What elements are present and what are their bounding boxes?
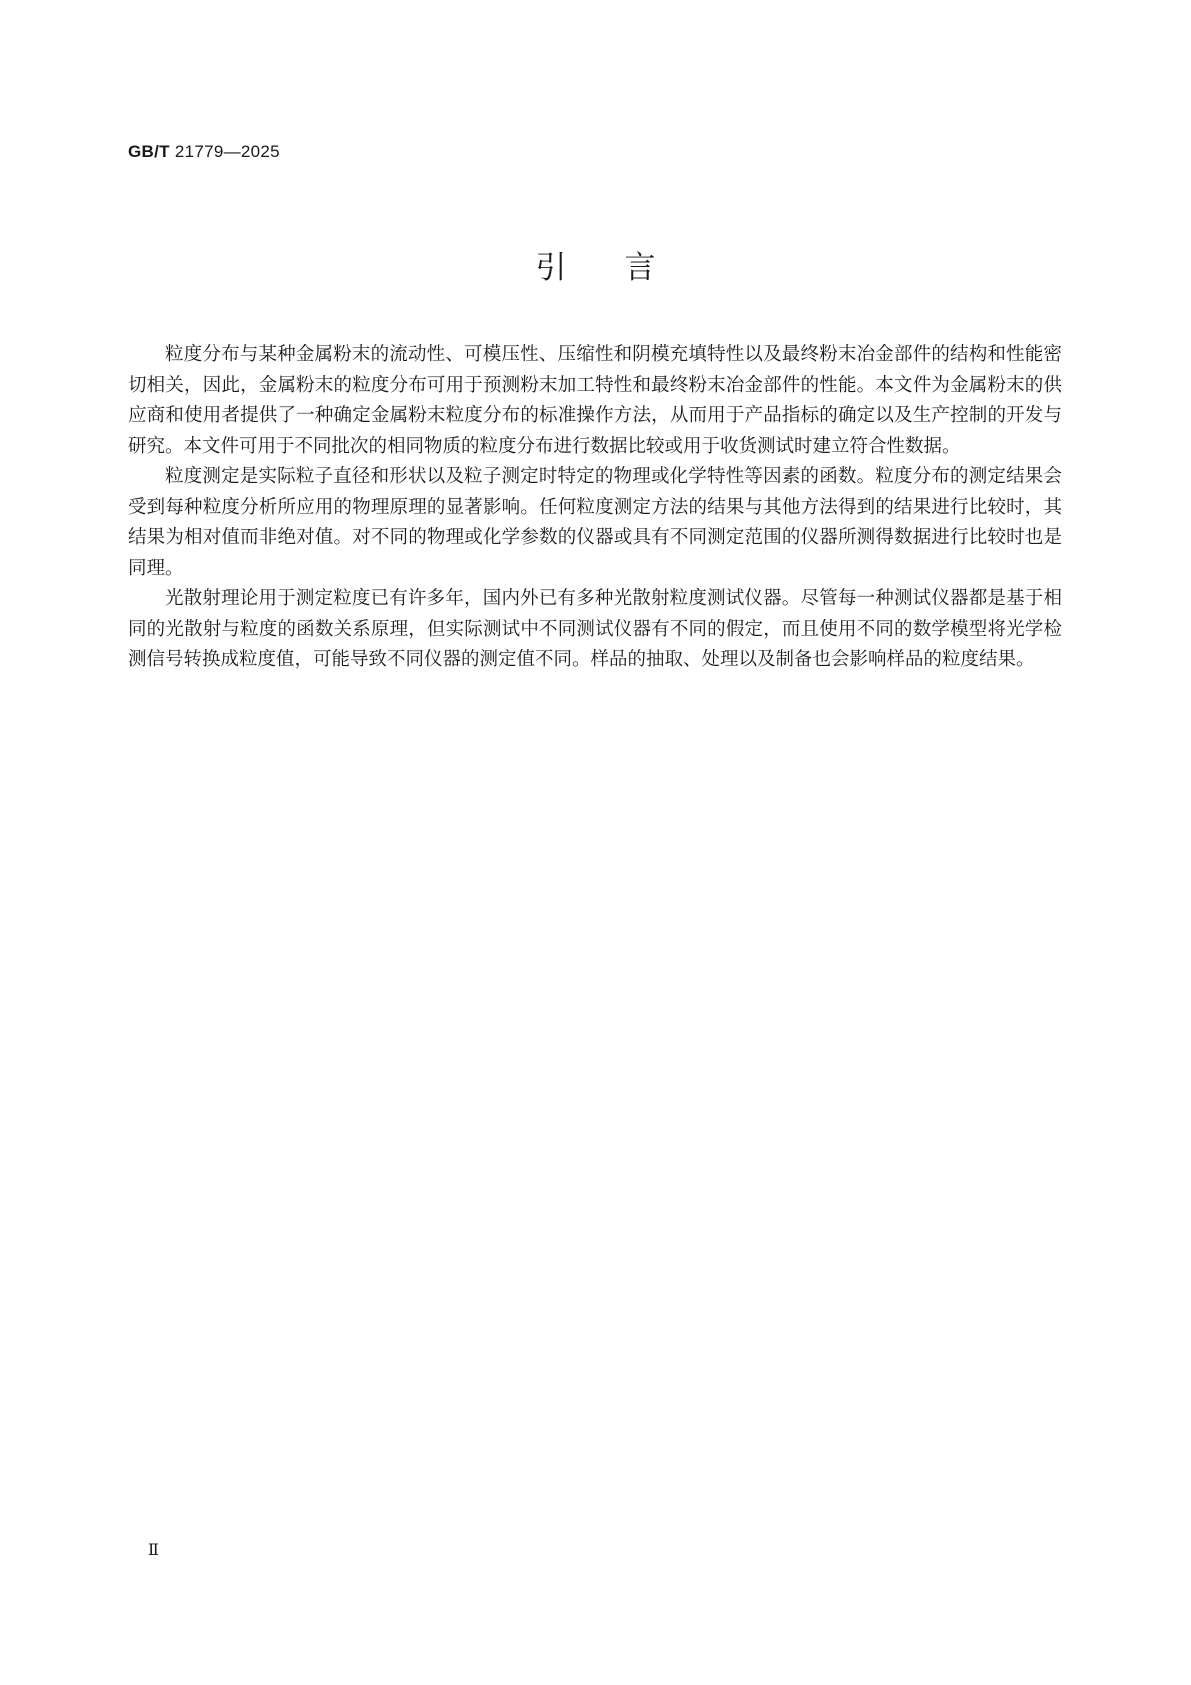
paragraph-3: 光散射理论用于测定粒度已有许多年，国内外已有多种光散射粒度测试仪器。尽管每一种测试仪器都是基于相同的光散射与粒度的函数关系原理，但实际测试中不同测试仪器有不同的假定，而且使用不同的数学模型将光学检测信号转换成粒度值，可能导致不同仪器的测定值不同。样品的抽取、处理以及制备也会影响样品的粒度结果。 <box>128 588 1062 670</box>
standard-code <box>128 142 280 162</box>
standard-code-number: 21779—2025 <box>174 142 280 161</box>
section-title: 引言 <box>535 250 714 286</box>
paragraph-2: 粒度测定是实际粒子直径和形状以及粒子测定时特定的物理或化学特性等因素的函数。粒度分布的测定结果会受到每种粒度分析所应用的物理原理的显著影响。任何粒度测定方法的结果与其他方法得到的结果进行比较时，其结果为相对值而非绝对值。对不同的物理或化学参数的仪器或具有不同测定范围的仪器所测得数据进行比较时也是同理。 <box>128 466 1062 579</box>
introduction-body <box>128 340 1062 676</box>
standard-code-prefix: GB/T <box>128 142 170 161</box>
paragraph-1: 粒度分布与某种金属粉末的流动性、可模压性、压缩性和阴模充填特性以及最终粉末冶金部件的结构和性能密切相关，因此，金属粉末的粒度分布可用于预测粉末加工特性和最终粉末冶金部件的性能。本文件为金属粉末的供应商和使用者提供了一种确定金属粉末粒度分布的标准操作方法，从而用于产品指标的确定以及生产控制的开发与研究。本文件可用于不同批次的相同物质的粒度分布进行数据比较或用于收货测试时建立符合性数据。 <box>128 344 1062 457</box>
page-number: Ⅱ <box>148 1542 159 1559</box>
